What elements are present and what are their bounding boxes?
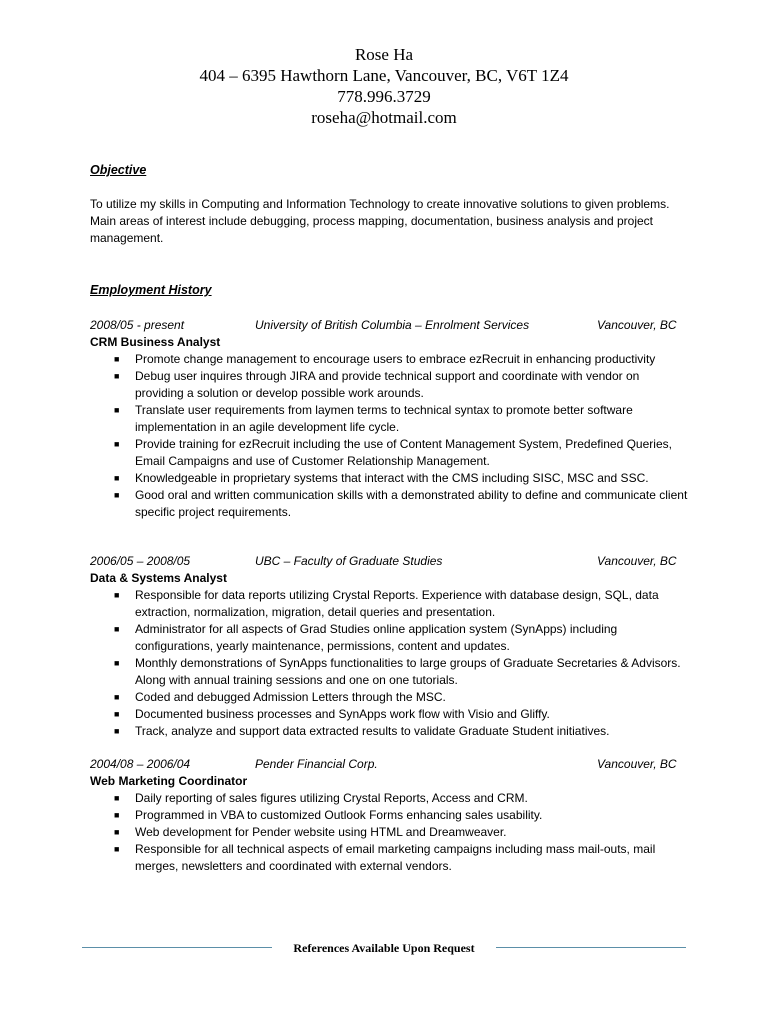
job-dates: 2008/05 - present xyxy=(90,318,185,332)
bullet-icon: ■ xyxy=(114,692,120,702)
bullet-text: Administrator for all aspects of Grad Studies online application system (SynApps) including configurations, yearly maintenance, permissions, content and updates. xyxy=(135,622,618,653)
bullet-text: Web development for Pender website using HTML and Dreamweaver. xyxy=(135,825,507,839)
job-bullet-list xyxy=(90,351,690,521)
candidate-address: 404 – 6395 Hawthorn Lane, Vancouver, BC, V6T 1Z4 xyxy=(199,66,569,85)
job-title: Data & Systems Analyst xyxy=(90,571,227,585)
bullet-text: Responsible for all technical aspects of email marketing campaigns including mass mail-outs, mail merges, newsletters and coordinated with external vendors. xyxy=(135,842,656,873)
list-item xyxy=(90,470,690,487)
bullet-icon: ■ xyxy=(114,810,120,820)
bullet-text: Promote change management to encourage users to embrace ezRecruit in enhancing productivity xyxy=(135,352,656,366)
bullet-text: Programmed in VBA to customized Outlook Forms enhancing sales usability. xyxy=(135,808,543,822)
bullet-icon: ■ xyxy=(114,371,120,381)
candidate-phone: 778.996.3729 xyxy=(337,87,431,106)
list-item xyxy=(90,621,690,655)
job-organization: University of British Columbia – Enrolment Services xyxy=(255,318,530,332)
bullet-icon: ■ xyxy=(114,473,120,483)
bullet-text: Translate user requirements from laymen terms to technical syntax to promote better software implementation in an agile development life cycle. xyxy=(135,403,633,434)
job-organization: Pender Financial Corp. xyxy=(255,757,378,771)
list-item xyxy=(90,587,690,621)
footer-text: References Available Upon Request xyxy=(293,941,475,955)
job-dates: 2004/08 – 2006/04 xyxy=(90,757,191,771)
employment-heading: Employment History xyxy=(90,283,212,297)
resume-header xyxy=(0,44,768,128)
job-organization: UBC – Faculty of Graduate Studies xyxy=(255,554,443,568)
job-meta xyxy=(90,553,690,570)
bullet-text: Daily reporting of sales figures utilizing Crystal Reports, Access and CRM. xyxy=(135,791,528,805)
job-bullet-list xyxy=(90,587,690,740)
list-item xyxy=(90,402,690,436)
list-item xyxy=(90,487,690,521)
objective-text: To utilize my skills in Computing and Information Technology to create innovative solutions to given problems. Main areas of interest include debugging, process mapping, documentation, business analysis and project management. xyxy=(90,197,670,245)
bullet-text: Documented business processes and SynApps work flow with Visio and Gliffy. xyxy=(135,707,550,721)
job-dates: 2006/05 – 2008/05 xyxy=(90,554,191,568)
list-item xyxy=(90,655,690,689)
footer xyxy=(82,941,686,955)
job-location: Vancouver, BC xyxy=(597,757,677,771)
job-location: Vancouver, BC xyxy=(597,554,677,568)
job-title: Web Marketing Coordinator xyxy=(90,774,248,788)
bullet-text: Good oral and written communication skills with a demonstrated ability to define and communicate client specific project requirements. xyxy=(135,488,688,519)
list-item xyxy=(90,368,690,402)
list-item xyxy=(90,689,690,706)
candidate-name: Rose Ha xyxy=(354,45,414,64)
bullet-icon: ■ xyxy=(114,726,120,736)
bullet-icon: ■ xyxy=(114,658,120,668)
bullet-text: Responsible for data reports utilizing Crystal Reports. Experience with database design, SQL, data extraction, normalization, migration, detail queries and presentation. xyxy=(135,588,659,619)
list-item xyxy=(90,841,690,875)
list-item xyxy=(90,790,690,807)
bullet-text: Monthly demonstrations of SynApps functionalities to large groups of Graduate Secretaries & Advisors. Along with annual training sessions and one on one tutorials. xyxy=(135,656,681,687)
job-location: Vancouver, BC xyxy=(597,318,677,332)
bullet-icon: ■ xyxy=(114,624,120,634)
bullet-text: Provide training for ezRecruit including the use of Content Management System, Predefined Queries, Email Campaigns and use of Customer Relationship Management. xyxy=(135,437,672,468)
bullet-icon: ■ xyxy=(114,439,120,449)
bullet-icon: ■ xyxy=(114,827,120,837)
job-entry-3 xyxy=(90,756,690,875)
list-item xyxy=(90,723,690,740)
bullet-icon: ■ xyxy=(114,793,120,803)
objective-heading: Objective xyxy=(90,163,147,177)
list-item xyxy=(90,436,690,470)
bullet-icon: ■ xyxy=(114,405,120,415)
bullet-icon: ■ xyxy=(114,709,120,719)
job-bullet-list xyxy=(90,790,690,875)
bullet-icon: ■ xyxy=(114,590,120,600)
bullet-text: Knowledgeable in proprietary systems that interact with the CMS including SISC, MSC and SSC. xyxy=(135,471,649,485)
list-item xyxy=(90,807,690,824)
job-title: CRM Business Analyst xyxy=(90,335,221,349)
bullet-text: Track, analyze and support data extracted results to validate Graduate Student initiatives. xyxy=(135,724,610,738)
bullet-text: Coded and debugged Admission Letters through the MSC. xyxy=(135,690,446,704)
list-item xyxy=(90,706,690,723)
bullet-text: Debug user inquires through JIRA and provide technical support and coordinate with vendor on providing a solution or develop possible work arounds. xyxy=(135,369,640,400)
job-meta xyxy=(90,317,690,334)
bullet-icon: ■ xyxy=(114,844,120,854)
footer-rule-right xyxy=(496,947,686,948)
list-item xyxy=(90,824,690,841)
job-entry-2 xyxy=(90,553,690,740)
candidate-email[interactable]: roseha@hotmail.com xyxy=(311,108,457,127)
bullet-icon: ■ xyxy=(114,490,120,500)
list-item xyxy=(90,351,690,368)
job-meta xyxy=(90,756,690,773)
job-entry-1 xyxy=(90,317,690,521)
bullet-icon: ■ xyxy=(114,354,120,364)
